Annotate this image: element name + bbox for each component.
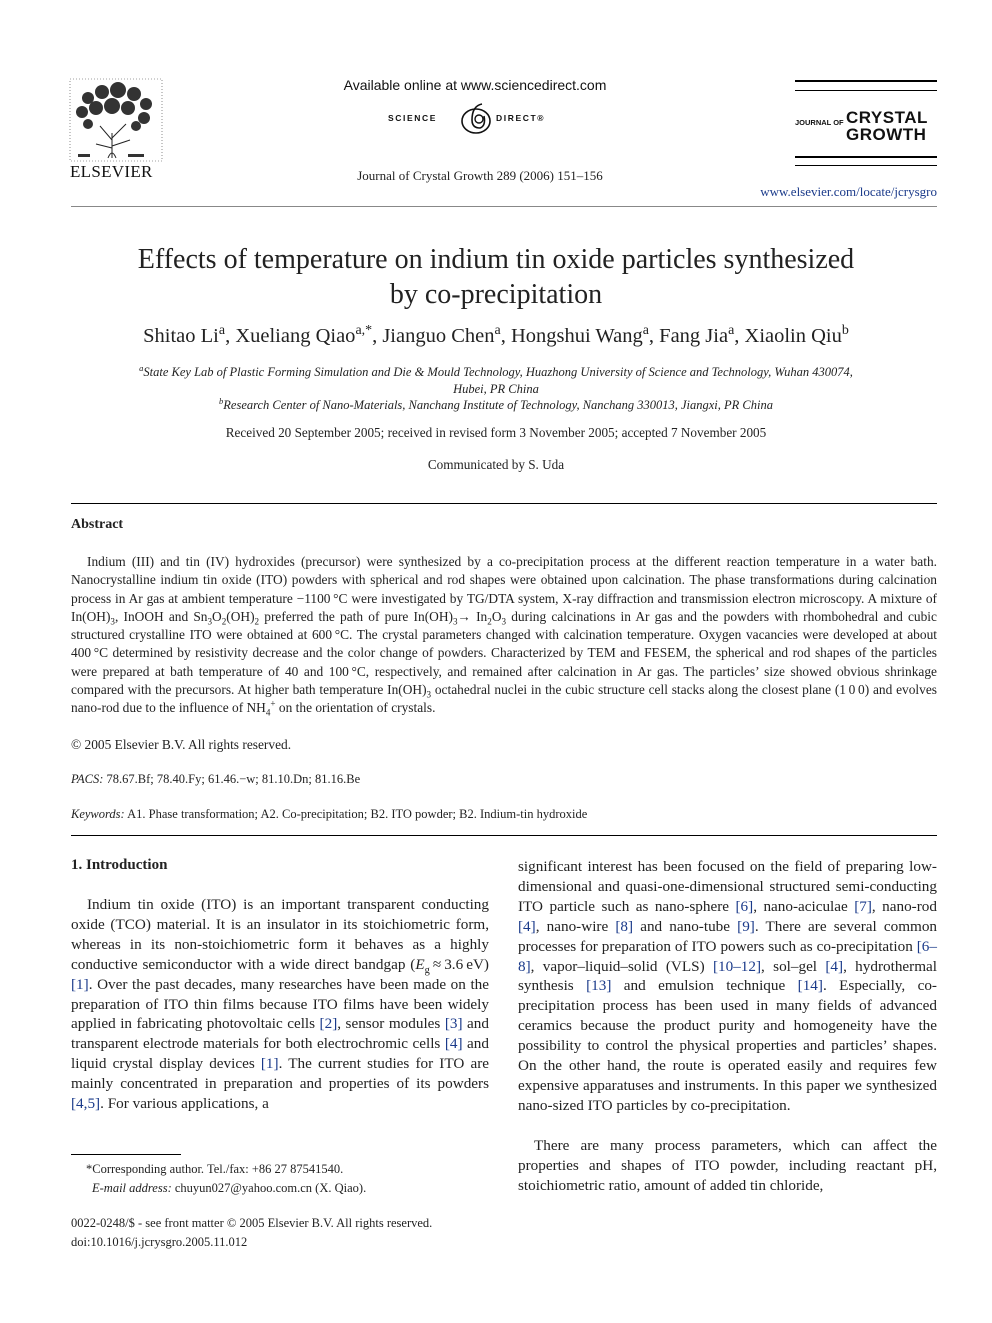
journal-url-link[interactable]: www.elsevier.com/locate/jcrysgro — [760, 184, 937, 199]
affiliation-mark: b — [219, 395, 224, 406]
affiliation-a-line1: State Key Lab of Plastic Forming Simulation and Die & Mould Technology, Huazhong University of Science and Technology, Wuhan 430074, — [143, 365, 853, 379]
publisher-name: ELSEVIER — [70, 162, 153, 181]
body-column-right-paragraph-2: There are many process parameters, which can affect the properties and shapes of ITO powder, including reactant pH, stoichiometric ratio, amount of added tin chloride, — [518, 1137, 937, 1194]
citation-link[interactable]: [6] — [735, 897, 754, 915]
keywords-value: A1. Phase transformation; A2. Co-precipitation; B2. ITO powder; B2. Indium-tin hydroxide — [124, 807, 588, 821]
citation-link[interactable]: [13] — [586, 977, 612, 995]
journal-logo-small: JOURNAL OF — [795, 118, 844, 127]
email-address[interactable]: chuyun027@yahoo.com.cn (X. Qiao). — [171, 1181, 367, 1195]
citation-link[interactable]: [7] — [854, 897, 872, 915]
citation-link[interactable]: [4] — [518, 917, 536, 935]
citation-link[interactable]: [1] — [260, 1055, 279, 1073]
author-name[interactable]: Jianguo Chen — [382, 325, 495, 347]
author-list: Shitao Li$^a$, Xueliang Qiao$^{a,*}$, Jianguo Chen$^a$, Hongshui Wang$^a$, Fang Jia$^a$, Xiaolin Qiu$^b$ — [143, 323, 849, 347]
author-name[interactable]: Xiaolin Qiu — [744, 325, 842, 347]
received-dates: Received 20 September 2005; received in revised form 3 November 2005; accepted 7 November 2005 — [225, 425, 767, 440]
author-name[interactable]: Xueliang Qiao — [235, 325, 356, 347]
communicated-by: Communicated by S. Uda — [427, 457, 565, 472]
keywords-label: Keywords: — [71, 807, 125, 821]
journal-logo-rule-top — [795, 80, 937, 82]
journal-logo-crystal: CRYSTAL — [846, 108, 928, 127]
author-affiliation-mark: a — [494, 323, 501, 339]
abstract-heading: Abstract — [71, 517, 124, 532]
author-affiliation-mark: b — [841, 323, 849, 339]
citation-link[interactable]: [6–8] — [518, 937, 937, 975]
journal-logo-rule-4 — [795, 165, 937, 166]
citation-link[interactable]: [2] — [319, 1015, 338, 1033]
journal-logo-growth: GROWTH — [846, 125, 927, 144]
email-label: E-mail address: — [92, 1181, 172, 1195]
author-affiliation-mark: a — [642, 323, 649, 339]
affiliation-mark: a — [139, 362, 144, 373]
doi-link[interactable]: doi:10.1016/j.jcrysgro.2005.11.012 — [71, 1235, 248, 1249]
keywords-line — [71, 807, 587, 822]
footnote-rule — [71, 1154, 181, 1155]
citation-link[interactable]: [9] — [737, 917, 755, 935]
citation-link[interactable]: [14] — [797, 977, 823, 995]
sciencedirect-logo-left: SCIENCE — [388, 113, 437, 123]
citation-link[interactable]: [1] — [71, 975, 89, 993]
corresponding-author-note: *Corresponding author. Tel./fax: +86 27 87541540. — [86, 1162, 344, 1176]
body-top-rule — [71, 835, 937, 836]
citation-link[interactable]: [3] — [444, 1015, 463, 1033]
article-title — [60, 242, 932, 312]
pacs-line — [71, 772, 360, 787]
citation-link[interactable]: [4,5] — [71, 1095, 101, 1113]
citation-link[interactable]: [8] — [615, 917, 634, 935]
citation-link[interactable]: [4] — [444, 1035, 463, 1053]
sciencedirect-d-icon — [458, 100, 496, 136]
author-name[interactable]: Fang Jia — [659, 325, 729, 347]
available-online-text[interactable]: Available online at www.sciencedirect.com — [343, 77, 607, 93]
pacs-label: PACS: — [71, 772, 104, 786]
pacs-value: 78.67.Bf; 78.40.Fy; 61.46.−w; 81.10.Dn; 81.16.Be — [103, 772, 361, 786]
journal-logo-rule-bottom — [795, 156, 937, 158]
title-line-1: Effects of temperature on indium tin oxide particles synthesized — [137, 244, 855, 275]
author-affiliation-mark: a,* — [355, 323, 373, 339]
abstract-copyright: © 2005 Elsevier B.V. All rights reserved. — [71, 737, 292, 752]
author-affiliation-mark: a — [728, 323, 735, 339]
journal-citation: Journal of Crystal Growth 289 (2006) 151–156 — [357, 168, 603, 183]
email-note — [92, 1181, 366, 1196]
issn-line: 0022-0248/$ - see front matter © 2005 Elsevier B.V. All rights reserved. — [71, 1216, 433, 1230]
author-affiliation-mark: a — [218, 323, 226, 339]
affiliation-a — [80, 364, 912, 398]
body-column-right: significant interest has been focused on the field of preparing low-dimensional and quasi-one-dimensional structured semi-conducting ITO particle such as nano-sphere [6], nano-aciculae [7], nano-rod [4], nano-wire [8] and nano-tube [9]. There are several common processes for preparation of ITO powers such as co-precipitation [6–8], vapor–liquid–solid (VLS) [10–12], sol–gel [4], hydrothermal synthesis [13] and emulsion technique [14]. Especially, co-precipitation process has been used in many fields of advanced ceramics because the product purity and homogeneity have the possibility to control the physical properties and particles’ shapes. On the other hand, the route is operated easily and requires few expensive apparatuses and instruments. In this paper we synthesized nano-sized ITO particles by co-precipitation. — [518, 858, 938, 1114]
sciencedirect-logo-right: DIRECT® — [496, 113, 546, 123]
body-column-left: Indium tin oxide (ITO) is an important transparent conducting oxide (TCO) material. It is an insulator in its stoichiometric form, whereas in its non-stoichiometric form it behaves as a highly conductive semiconductor with a wide direct bandgap ($E_g \approx 3.6$ eV) [1]. Over the past decades, many researches have been made on the preparation of ITO thin films because ITO films have been widely applied in fabricating photovoltaic cells [2], sensor modules [3] and transparent electrode materials for both electrochromic cells [4] and liquid crystal display devices [1]. The current studies for ITO are mainly concentrated in preparation and properties of its powders [4,5]. For various applications, a — [71, 896, 489, 1113]
abstract-text: Indium (III) and tin (IV) hydroxides (precursor) were synthesized by a co-precipitation process at the different reaction temperature in a water bath. Nanocrystalline indium tin oxide (ITO) powders with spherical and rod shapes were obtained upon calcination. The phase transformations during calcination process in Ar gas at ambient temperature −1100 °C were investigated by TG/DTA system, X-ray diffraction and transmission electron microscopy. A mixture of $In(OH)_3$, InOOH and $Sn_3O_2(OH)_2$ preferred the path of pure $In(OH)_3\to In_2O_3$ during calcinations in Ar gas and the powders with rhombohedral and cubic structured crystalline ITO were obtained at 600 °C. The crystal parameters changed with calcination temperature. Oxygen vacancies were developed at about 400 °C determined by resistivity decrease and the color change of powders. Characterized by TEM and FESEM, the spherical and rod shapes of the particles were prepared at bath temperature of 40 and 100 °C, respectively, and remained after calcination in Ar gas. The particles’ size showed obvious shrinkage compared with the precursors. At higher bath temperature $In(OH)_3$ octahedral nuclei in the cubic structure cell stacks along the closest plane (1 0 0) and evolves nano-rod due to the influence of $NH_4^+$ on the orientation of crystals. — [71, 554, 937, 719]
author-name[interactable]: Shitao Li — [143, 325, 219, 347]
abstract-top-rule — [71, 503, 937, 504]
affiliation-b-text: Research Center of Nano-Materials, Nanchang Institute of Technology, Nanchang 330013, Jiangxi, PR China — [223, 398, 773, 412]
journal-logo-rule-2 — [795, 90, 937, 91]
affiliation-b — [80, 395, 912, 413]
affiliation-a-line2: Hubei, PR China — [453, 382, 539, 396]
header-divider — [71, 206, 937, 207]
citation-link[interactable]: [10–12] — [712, 957, 762, 975]
section-heading-introduction: 1. Introduction — [71, 857, 168, 873]
author-name[interactable]: Hongshui Wang — [510, 325, 643, 347]
title-line-2: by co-precipitation — [389, 279, 603, 310]
citation-link[interactable]: [4] — [825, 957, 844, 975]
